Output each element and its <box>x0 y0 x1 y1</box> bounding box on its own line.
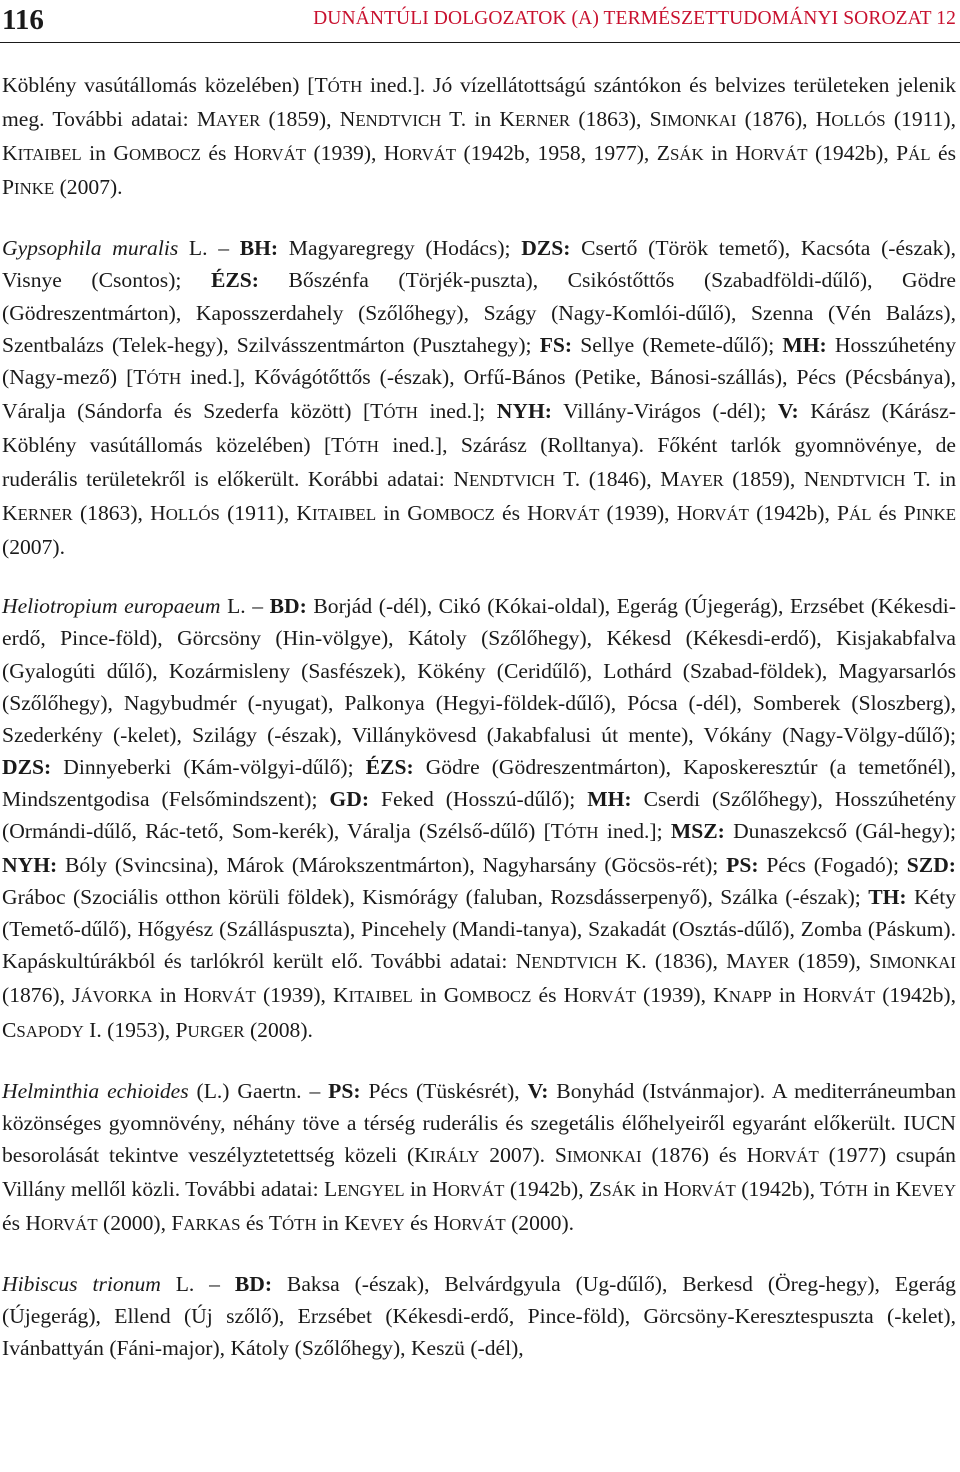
author-smallcaps: ÓTH <box>146 368 182 388</box>
text-run: (1939), K <box>635 983 729 1008</box>
region-code: ÉZS: <box>365 754 414 779</box>
species-entry-gypsophila-muralis <box>2 232 956 563</box>
text-run: (2008). <box>244 1017 313 1042</box>
species-entry-helminthia-echioides <box>2 1075 956 1241</box>
text-run: Kárász (Kárász-Köblény vasútállomás közelében) [T <box>2 398 956 457</box>
species-name: Helminthia echioides <box>2 1078 189 1103</box>
text-run: (1942b), P <box>748 501 850 526</box>
author-smallcaps: ERNER <box>514 111 571 131</box>
region-code: DZS: <box>521 236 571 261</box>
author-smallcaps: OMBOCZ <box>128 145 201 165</box>
text-run: Baksa (-észak), Belvárdgyula (Ug-dűlő), Berkesd (Öreg-hegy), Egerág (Újegerág), Ellend (Új szőlő), Erzsébet (Kékesdi-erdő, Pince-föld), Görcsöny-Keresztespuszta (-kelet), Ivánbattyán (Fáni-major), Kátoly (Szőlőhegy), Keszü (-dél), <box>2 1272 956 1361</box>
author-smallcaps: ORVÁT <box>750 145 808 165</box>
region-code: DZS: <box>2 754 52 779</box>
region-code: MSZ: <box>670 818 725 843</box>
text-run: Pécs (Tüskésrét), <box>360 1078 528 1103</box>
text-run: (1939), H <box>599 501 693 526</box>
region-code: PS: <box>328 1078 361 1103</box>
author-smallcaps: ORVÁT <box>818 987 876 1007</box>
author-smallcaps: IMONKAI <box>661 111 737 131</box>
species-name: Heliotropium europaeum <box>2 594 221 619</box>
text-run: és P <box>2 141 957 200</box>
author-smallcaps: SAPODY <box>16 1021 84 1041</box>
text-run: in G <box>376 501 423 526</box>
text-run: ined.], Kővágótőttős (-észak), Orfű-Bános (Petike, Bánosi-szállás), Pécs (Pécsbánya), Váralja (Sándorfa és Szederfa között) [T <box>2 364 957 423</box>
text-run: (1859), N <box>723 467 820 492</box>
text-run: Gödre (Gödreszentmárton), Kaposkeresztúr (a temetőnél), Mindszentgodisa (Felsőmindszent); <box>2 754 957 811</box>
page-number: 116 <box>2 4 44 36</box>
text-run: (L.) Gaertn. – <box>188 1078 329 1103</box>
text-run: (2000), F <box>97 1211 184 1235</box>
text-run: 2007). S <box>479 1142 567 1167</box>
author-smallcaps: ORVÁT <box>249 145 307 165</box>
author-smallcaps: ENDTVICH <box>355 111 442 131</box>
text-run: (1939), H <box>306 141 400 166</box>
text-run: in K <box>316 1211 360 1235</box>
author-smallcaps: AYER <box>216 111 261 131</box>
text-run: (1911), K <box>219 501 313 526</box>
region-code: TH: <box>868 885 907 910</box>
region-code: BD: <box>269 594 307 619</box>
text-run: és H <box>531 983 580 1008</box>
author-smallcaps: ORVÁT <box>447 1180 505 1200</box>
text-run: ined.], Szárász (Rolltanya). Főként tarlók gyomnövénye, de ruderális területekről is előkerült. Korábbi adatai: N <box>2 432 956 492</box>
author-smallcaps: ENGYEL <box>337 1180 405 1200</box>
text-run: K. (1836), M <box>617 949 746 974</box>
text-run: L. – <box>178 236 240 261</box>
text-run: in G <box>81 141 129 166</box>
author-smallcaps: EVEY <box>911 1180 956 1200</box>
text-run: in H <box>703 141 751 166</box>
author-smallcaps: SÁK <box>602 1180 636 1200</box>
text-run: ined.]. Jó vízellátottságú szántókon és belvizes területeken jelenik meg. További adatai: M <box>2 73 957 132</box>
author-smallcaps: ORVÁT <box>199 987 256 1007</box>
species-name: Hibiscus trionum <box>2 1272 161 1297</box>
region-code: BH: <box>239 236 279 261</box>
text-run: és H <box>2 1211 41 1235</box>
author-smallcaps: ORVÁT <box>542 505 600 525</box>
text-run: (1942b), Z <box>504 1176 603 1201</box>
author-smallcaps: ENDTVICH <box>468 471 555 491</box>
text-run: I. (1953), P <box>83 1017 188 1042</box>
author-smallcaps: OMBOCZ <box>459 987 532 1007</box>
text-run: és H <box>494 501 543 526</box>
header-rule <box>0 42 960 43</box>
species-entry-hibiscus-trionum <box>2 1268 956 1364</box>
text-run: Hosszúhetény (Nagy-mező) [T <box>2 332 956 389</box>
text-run: (1859), S <box>789 949 882 974</box>
text-run: és H <box>404 1211 450 1235</box>
page-header <box>0 0 960 42</box>
text-run: (1939), K <box>255 983 349 1008</box>
text-run: T. (1846), M <box>554 467 680 492</box>
author-smallcaps: ÁL <box>908 145 931 165</box>
text-run: (2007). <box>2 535 65 560</box>
author-smallcaps: ÓTH <box>563 822 599 842</box>
author-smallcaps: OLLÓS <box>831 111 886 131</box>
author-smallcaps: ORVÁT <box>692 505 749 525</box>
text-run: (1942b), C <box>2 983 956 1042</box>
author-smallcaps: IMONKAI <box>566 1146 642 1166</box>
author-smallcaps: IMONKAI <box>881 953 956 973</box>
author-smallcaps: ERNER <box>17 505 73 525</box>
author-smallcaps: OLLÓS <box>165 505 220 525</box>
text-run: Dinnyeberki (Kám-völgyi-dűlő); <box>51 754 366 779</box>
text-run: Kéty (Temető-dűlő), Hőgyész (Szálláspuszta), Pincehely (Mandi-tanya), Szakadát (Osztás-dűlő), Zomba (Páskum). Kapáskultúrákból és tarlókról került elő. További adatai: N <box>2 885 956 974</box>
region-code: MH: <box>782 332 827 357</box>
region-code: NYH: <box>2 853 58 878</box>
text-run: Gráboc (Szociális otthon körüli földek), Kismórágy (faluban, Rozsdásserpenyő), Szálka (-észak); <box>2 885 869 910</box>
region-code: V: <box>777 398 799 423</box>
region-code: ÉZS: <box>210 268 259 293</box>
region-code: SZD: <box>906 853 956 878</box>
author-smallcaps: ENDTVICH <box>531 953 618 973</box>
author-smallcaps: INKE <box>915 505 957 525</box>
author-smallcaps: SÁK <box>669 145 704 165</box>
text-run: Bóly (Svincsina), Márok (Márokszentmárton), Nagyharsány (Göcsös-rét); <box>57 853 727 878</box>
author-smallcaps: INKE <box>14 179 55 199</box>
text-run: Bonyhád (Istvánmajor). A mediterráneumban közönséges gyomnövény, néhány töve a térség ruderális és szegetális élőhelyeiről egyaránt előkerült. IUCN besorolását tekintve veszélyztetettség közeli (K <box>2 1078 957 1167</box>
author-smallcaps: ÓTH <box>344 436 379 456</box>
author-smallcaps: ORVÁT <box>40 1215 98 1234</box>
author-smallcaps: ORVÁT <box>679 1180 736 1200</box>
species-name: Gypsophila muralis <box>2 236 179 261</box>
continuation-paragraph <box>2 69 956 205</box>
text-run: L. – <box>220 594 270 619</box>
text-run: in H <box>771 983 819 1008</box>
region-code: GD: <box>329 786 370 811</box>
text-run: in H <box>404 1176 448 1201</box>
region-code: V: <box>527 1078 549 1103</box>
author-smallcaps: ÓTH <box>383 402 418 422</box>
text-run: Cserdi (Szőlőhegy), Hosszúhetény (Ormándi-dűlő, Rác-tető, Som-kerék), Váralja (Szélső-dűlő) [T <box>2 786 956 843</box>
author-smallcaps: ÁVORKA <box>80 987 153 1007</box>
author-smallcaps: NAPP <box>728 987 772 1007</box>
text-run: (1942b), P <box>807 141 909 166</box>
author-smallcaps: EVEY <box>359 1215 405 1234</box>
running-title: DUNÁNTÚLI DOLGOZATOK (A) TERMÉSZETTUDOMÁNYI SOROZAT 12 <box>313 8 956 29</box>
author-smallcaps: ORVÁT <box>399 145 457 165</box>
text-run: és P <box>871 501 916 526</box>
author-smallcaps: ÓTH <box>282 1215 317 1234</box>
text-run: (1859), N <box>260 107 356 132</box>
text-run: Feked (Hosszú-dűlő); <box>369 786 588 811</box>
text-run: L. – <box>160 1272 235 1297</box>
text-run: T. in K <box>441 107 515 132</box>
region-code: BD: <box>234 1272 273 1297</box>
text-run: és T <box>240 1211 283 1235</box>
page-body <box>2 69 956 1364</box>
text-run: (1942b), T <box>735 1176 834 1201</box>
text-run: Borjád (-dél), Cikó (Kókai-oldal), Egerág (Újegerág), Erzsébet (Kékesdi-erdő, Pince-föld), Görcsöny (Hin-völgye), Kátoly (Szőlőhegy), Kékesd (Kékesdi-erdő), Kisjakabfalva (Gyalogúti dűlő), Kozármisleny (Sasfészek), Kökény (Ceridűlő), Lothárd (Szabad-földek), Magyarsarlós (Szőlőhegy), Nagybudmér (-nyugat), Palkonya (Hegyi-földek-dűlő), Pócsa (-dél), Somberek (Sloszberg), Szederkény (-kelet), Szilágy (-észak), Villánykövesd (Jakabfalusi út mente), Vókány (Nagy-Völgy-dűlő); <box>2 594 957 747</box>
author-smallcaps: ÁL <box>849 505 872 525</box>
author-smallcaps: ORVÁT <box>762 1146 819 1166</box>
region-code: MH: <box>587 786 632 811</box>
text-run: Köblény vasútállomás közelében) [T <box>2 73 328 97</box>
text-run: in H <box>635 1176 680 1201</box>
text-run: Dunaszekcső (Gál-hegy); <box>724 818 956 843</box>
text-run: Bőszénfa (Törjék-puszta), Csikóstőttős (Szabadföldi-dűlő), Gödre (Gödreszentmárton), Kaposszerdahely (Szőlőhegy), Szágy (Nagy-Komlói-dűlő), Szenna (Vén Balázs), Szentbalázs (Telek-hegy), Szilvásszentmárton (Pusztahegy); <box>2 268 956 357</box>
species-entry-heliotropium-europaeum <box>2 590 956 1047</box>
region-code: PS: <box>726 853 759 878</box>
author-smallcaps: URGER <box>187 1021 245 1041</box>
region-code: NYH: <box>496 398 552 423</box>
text-run: Pécs (Fogadó); <box>758 853 907 878</box>
text-run: és H <box>200 141 250 166</box>
author-smallcaps: AYER <box>679 471 724 491</box>
author-smallcaps: AYER <box>745 953 790 973</box>
author-smallcaps: ARKAS <box>183 1215 241 1234</box>
text-run: (1977) csupán Villány mellől közli. További adatai: L <box>2 1142 956 1201</box>
author-smallcaps: ÓTH <box>327 77 363 96</box>
text-run: Sellye (Remete-dűlő); <box>572 332 783 357</box>
text-run: Villány-Virágos (-dél); <box>551 398 778 423</box>
text-run: (1876) és H <box>641 1142 763 1167</box>
text-run: (1876), J <box>2 983 81 1008</box>
author-smallcaps: ITAIBEL <box>17 145 82 165</box>
text-run: ined.]; <box>598 818 671 843</box>
text-run: in G <box>412 983 460 1008</box>
author-smallcaps: ITAIBEL <box>312 505 377 525</box>
text-run: (1876), H <box>736 107 832 132</box>
text-run: (1863), H <box>72 501 166 526</box>
text-run: (1863), S <box>570 107 662 132</box>
text-run: T. in K <box>2 467 956 526</box>
author-smallcaps: OMBOCZ <box>422 505 495 525</box>
text-run: in K <box>867 1176 912 1201</box>
text-run: (2007). <box>54 175 123 200</box>
author-smallcaps: ENDTVICH <box>819 471 906 491</box>
text-run: in H <box>152 983 200 1008</box>
author-smallcaps: ORVÁT <box>579 987 636 1007</box>
text-run: (2000). <box>505 1211 575 1235</box>
author-smallcaps: ITAIBEL <box>348 987 413 1007</box>
author-smallcaps: ÓTH <box>833 1180 868 1200</box>
author-smallcaps: ORVÁT <box>449 1215 506 1234</box>
text-run: Magyaregregy (Hodács); <box>278 236 522 261</box>
text-run: ined.]; <box>417 398 497 423</box>
text-run: (1911), K <box>2 107 957 166</box>
text-run: (1942b, 1958, 1977), Z <box>456 141 670 166</box>
region-code: FS: <box>539 332 573 357</box>
text-run: Csertő (Török temető), Kacsóta (-észak), Visnye (Csontos); <box>2 236 956 293</box>
author-smallcaps: IRÁLY <box>429 1146 480 1166</box>
